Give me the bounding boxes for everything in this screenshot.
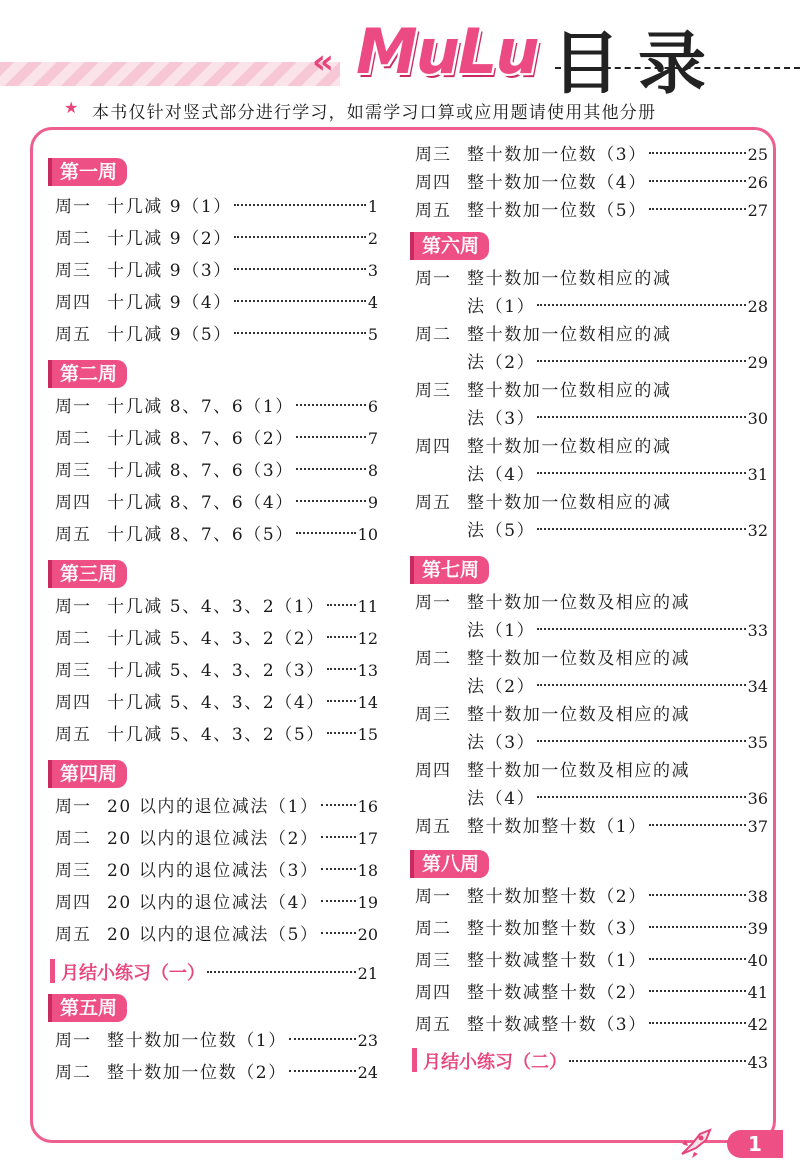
rocket-icon (678, 1128, 714, 1158)
entry-page: 33 (747, 621, 768, 640)
toc-entry[interactable] (55, 320, 378, 350)
entry-day: 周五 (415, 493, 451, 513)
toc-entry-line2[interactable] (467, 616, 768, 646)
entry-title: 20 以内的退位减法（2） (107, 829, 319, 849)
entry-page: 26 (747, 173, 768, 192)
entry-day: 周三 (55, 861, 91, 881)
entry-page: 34 (747, 677, 768, 696)
entry-day: 周五 (415, 201, 451, 221)
entry-title-cont: 法（2） (467, 677, 536, 697)
entry-page: 12 (357, 629, 378, 648)
entry-page: 36 (747, 789, 768, 808)
leader-dots (327, 700, 356, 702)
entry-title: 整十数加一位数（2） (107, 1063, 287, 1083)
monthly-title: 月结小练习（二） (423, 1052, 567, 1073)
entry-title: 整十数加一位数（5） (467, 201, 647, 221)
toc-entry[interactable] (415, 196, 768, 226)
entry-day: 周二 (55, 629, 91, 649)
leader-dots (649, 990, 746, 992)
toc-entry[interactable] (55, 824, 378, 854)
toc-entry[interactable] (55, 792, 378, 822)
entry-day: 周四 (415, 761, 451, 781)
entry-page: 20 (357, 925, 378, 944)
leader-dots (289, 1038, 356, 1040)
leader-dots (569, 1060, 746, 1062)
entry-title: 十几减 5、4、3、2（2） (107, 629, 325, 649)
entry-page: 35 (747, 733, 768, 752)
monthly-review-1[interactable] (50, 955, 378, 985)
leader-dots (649, 180, 746, 182)
entry-title-cont: 法（4） (467, 465, 536, 485)
entry-page: 24 (357, 1063, 378, 1082)
toc-entry[interactable] (415, 812, 768, 842)
entry-day: 周一 (55, 1031, 91, 1051)
entry-day: 周三 (415, 381, 451, 401)
leader-dots (234, 204, 366, 206)
entry-title-cont: 法（2） (467, 353, 536, 373)
entry-day: 周二 (55, 829, 91, 849)
entry-page: 27 (747, 201, 768, 220)
entry-page: 9 (367, 493, 378, 512)
entry-title: 十几减 5、4、3、2（3） (107, 661, 325, 681)
week-heading-5[interactable]: 第五周 (48, 994, 127, 1022)
entry-page: 42 (747, 1015, 768, 1034)
leader-dots (296, 500, 366, 502)
page-title: 目录 (552, 25, 725, 104)
entry-title-cont: 法（1） (467, 297, 536, 317)
toc-entry-line2[interactable] (467, 728, 768, 758)
leader-dots (321, 868, 356, 870)
entry-day: 周三 (415, 951, 451, 971)
monthly-title: 月结小练习（一） (61, 963, 205, 984)
entry-day: 周五 (55, 525, 91, 545)
leader-dots (649, 894, 746, 896)
leader-dots (234, 300, 366, 302)
toc-entry-line1[interactable] (415, 488, 768, 518)
week-heading-4[interactable]: 第四周 (48, 760, 127, 788)
toc-entry-line1[interactable] (415, 376, 768, 406)
toc-entry[interactable] (55, 720, 378, 750)
entry-day: 周一 (55, 197, 91, 217)
leader-dots (321, 900, 356, 902)
entry-page: 25 (747, 145, 768, 164)
entry-title: 整十数加一位数相应的减 (467, 437, 672, 457)
page-number: 1 (727, 1130, 783, 1158)
toc-entry[interactable] (415, 914, 768, 944)
entry-title: 整十数加一位数相应的减 (467, 493, 672, 513)
entry-page: 3 (367, 261, 378, 280)
leader-dots (649, 152, 746, 154)
leader-dots (289, 1070, 356, 1072)
week-heading-3[interactable]: 第三周 (48, 560, 127, 588)
leader-dots (537, 628, 745, 630)
entry-title-cont: 法（3） (467, 409, 536, 429)
entry-page: 31 (747, 465, 768, 484)
entry-title: 整十数加一位数及相应的减 (467, 705, 691, 725)
entry-day: 周一 (55, 597, 91, 617)
toc-entry[interactable] (55, 624, 378, 654)
toc-entry[interactable] (55, 488, 378, 518)
entry-title: 整十数加一位数及相应的减 (467, 649, 691, 669)
leader-dots (234, 236, 366, 238)
entry-page: 39 (747, 919, 768, 938)
toc-entry-line1[interactable] (415, 264, 768, 294)
entry-day: 周一 (415, 269, 451, 289)
leader-dots (537, 796, 745, 798)
entry-title: 十几减 5、4、3、2（4） (107, 693, 325, 713)
leader-dots (327, 732, 356, 734)
entry-page: 21 (357, 964, 378, 983)
double-chevron-icon: « (312, 42, 328, 82)
entry-day: 周四 (55, 693, 91, 713)
entry-page: 38 (747, 887, 768, 906)
entry-title: 十几减 8、7、6（1） (107, 397, 294, 417)
toc-entry-line2[interactable] (467, 348, 768, 378)
toc-entry[interactable] (55, 688, 378, 718)
toc-entry[interactable] (55, 392, 378, 422)
page-header (0, 0, 800, 104)
toc-entry[interactable] (55, 256, 378, 286)
entry-day: 周二 (415, 649, 451, 669)
entry-title: 整十数加一位数（1） (107, 1031, 287, 1051)
toc-entry-line2[interactable] (467, 404, 768, 434)
toc-entry-line1[interactable] (415, 588, 768, 618)
leader-dots (296, 468, 366, 470)
leader-dots (649, 958, 746, 960)
monthly-marker (412, 1048, 417, 1072)
entry-day: 周四 (415, 437, 451, 457)
leader-dots (537, 472, 745, 474)
toc-entry[interactable] (415, 168, 768, 198)
entry-page: 5 (367, 325, 378, 344)
notice-text: 本书仅针对竖式部分进行学习，如需学习口算或应用题请使用其他分册 (92, 103, 657, 123)
toc-entry[interactable] (415, 140, 768, 170)
entry-page: 41 (747, 983, 768, 1002)
entry-title-cont: 法（1） (467, 621, 536, 641)
leader-dots (537, 304, 745, 306)
leader-dots (296, 532, 356, 534)
entry-day: 周三 (415, 145, 451, 165)
leader-dots (207, 971, 356, 973)
leader-dots (537, 528, 745, 530)
entry-page: 43 (747, 1053, 768, 1072)
entry-title: 十几减 8、7、6（2） (107, 429, 294, 449)
leader-dots (327, 668, 356, 670)
entry-day: 周三 (55, 461, 91, 481)
week-heading-7[interactable]: 第七周 (410, 556, 489, 584)
entry-title: 整十数加一位数及相应的减 (467, 761, 691, 781)
toc-entry-line2[interactable] (467, 292, 768, 322)
entry-day: 周二 (415, 325, 451, 345)
toc-entry[interactable] (415, 1010, 768, 1040)
leader-dots (296, 436, 366, 438)
entry-page: 15 (357, 725, 378, 744)
entry-page: 37 (747, 817, 768, 836)
week-heading-2[interactable]: 第二周 (48, 360, 127, 388)
entry-page: 14 (357, 693, 378, 712)
entry-day: 周一 (415, 593, 451, 613)
entry-page: 23 (357, 1031, 378, 1050)
entry-title: 整十数加一位数及相应的减 (467, 593, 691, 613)
entry-day: 周四 (55, 893, 91, 913)
entry-title: 整十数加一位数相应的减 (467, 381, 672, 401)
toc-entry-line2[interactable] (467, 672, 768, 702)
entry-title: 20 以内的退位减法（5） (107, 925, 319, 945)
leader-dots (537, 684, 745, 686)
entry-day: 周三 (415, 705, 451, 725)
leader-dots (537, 416, 745, 418)
entry-day: 周二 (55, 229, 91, 249)
toc-entry[interactable] (55, 192, 378, 222)
entry-title: 整十数加一位数（4） (467, 173, 647, 193)
entry-title: 十几减 9（3） (107, 261, 232, 281)
toc-entry[interactable] (55, 520, 378, 550)
entry-page: 19 (357, 893, 378, 912)
toc-entry-line2[interactable] (467, 784, 768, 814)
entry-page: 8 (367, 461, 378, 480)
entry-page: 30 (747, 409, 768, 428)
header-stripe-band (0, 62, 340, 86)
entry-page: 40 (747, 951, 768, 970)
entry-page: 6 (367, 397, 378, 416)
leader-dots (327, 636, 356, 638)
entry-day: 周五 (55, 725, 91, 745)
entry-page: 1 (367, 197, 378, 216)
toc-entry[interactable] (415, 882, 768, 912)
leader-dots (649, 824, 746, 826)
entry-page: 17 (357, 829, 378, 848)
toc-entry[interactable] (55, 1058, 378, 1088)
entry-page: 16 (357, 797, 378, 816)
entry-day: 周五 (55, 925, 91, 945)
entry-title: 十几减 9（5） (107, 325, 232, 345)
toc-entry[interactable] (55, 424, 378, 454)
entry-day: 周一 (55, 797, 91, 817)
entry-page: 4 (367, 293, 378, 312)
entry-page: 10 (357, 525, 378, 544)
entry-day: 周三 (55, 261, 91, 281)
entry-title: 整十数加整十数（2） (467, 887, 647, 907)
toc-entry-line1[interactable] (415, 644, 768, 674)
toc-entry[interactable] (55, 888, 378, 918)
entry-title-cont: 法（5） (467, 521, 536, 541)
leader-dots (537, 360, 745, 362)
toc-entry[interactable] (55, 920, 378, 950)
leader-dots (321, 932, 356, 934)
entry-page: 28 (747, 297, 768, 316)
leader-dots (234, 268, 366, 270)
mulu-logo: MuLu (356, 15, 538, 88)
week-heading-1[interactable]: 第一周 (48, 158, 127, 186)
entry-day: 周二 (55, 429, 91, 449)
toc-entry[interactable] (55, 1026, 378, 1056)
entry-day: 周二 (55, 1063, 91, 1083)
entry-page: 13 (357, 661, 378, 680)
entry-title: 十几减 5、4、3、2（5） (107, 725, 325, 745)
entry-page: 32 (747, 521, 768, 540)
entry-title: 十几减 8、7、6（4） (107, 493, 294, 513)
leader-dots (296, 404, 366, 406)
toc-entry-line1[interactable] (415, 320, 768, 350)
entry-page: 2 (367, 229, 378, 248)
entry-day: 周四 (415, 983, 451, 1003)
leader-dots (649, 1022, 746, 1024)
entry-title: 十几减 8、7、6（3） (107, 461, 294, 481)
entry-title: 20 以内的退位减法（3） (107, 861, 319, 881)
toc-entry[interactable] (55, 656, 378, 686)
toc-entry-line2[interactable] (467, 460, 768, 490)
entry-day: 周五 (415, 817, 451, 837)
entry-title: 整十数减整十数（3） (467, 1015, 647, 1035)
monthly-review-2[interactable] (412, 1044, 768, 1074)
entry-day: 周三 (55, 661, 91, 681)
toc-entry[interactable] (55, 592, 378, 622)
entry-page: 7 (367, 429, 378, 448)
entry-title: 20 以内的退位减法（4） (107, 893, 319, 913)
entry-title: 整十数加一位数相应的减 (467, 269, 672, 289)
toc-entry[interactable] (55, 224, 378, 254)
toc-entry[interactable] (55, 288, 378, 318)
entry-day: 周二 (415, 919, 451, 939)
entry-title: 十几减 8、7、6（5） (107, 525, 294, 545)
entry-title-cont: 法（3） (467, 733, 536, 753)
entry-title: 整十数加一位数相应的减 (467, 325, 672, 345)
entry-day: 周四 (55, 493, 91, 513)
toc-entry[interactable] (415, 978, 768, 1008)
leader-dots (327, 604, 356, 606)
entry-day: 周一 (55, 397, 91, 417)
toc-entry-line1[interactable] (415, 700, 768, 730)
leader-dots (234, 332, 366, 334)
entry-title: 十几减 9（2） (107, 229, 232, 249)
entry-day: 周五 (55, 325, 91, 345)
entry-title-cont: 法（4） (467, 789, 536, 809)
entry-title: 整十数减整十数（1） (467, 951, 647, 971)
star-icon: ★ (64, 98, 79, 117)
entry-title: 十几减 9（1） (107, 197, 232, 217)
entry-title: 整十数减整十数（2） (467, 983, 647, 1003)
leader-dots (321, 836, 356, 838)
toc-entry-line1[interactable] (415, 432, 768, 462)
entry-page: 18 (357, 861, 378, 880)
entry-title: 整十数加一位数（3） (467, 145, 647, 165)
entry-page: 29 (747, 353, 768, 372)
entry-title: 整十数加整十数（3） (467, 919, 647, 939)
leader-dots (537, 740, 745, 742)
week-heading-6[interactable]: 第六周 (410, 232, 489, 260)
entry-day: 周一 (415, 887, 451, 907)
toc-entry-line2[interactable] (467, 516, 768, 546)
entry-title: 整十数加整十数（1） (467, 817, 647, 837)
toc-entry[interactable] (415, 946, 768, 976)
monthly-marker (50, 959, 55, 983)
leader-dots (321, 804, 356, 806)
entry-page: 11 (357, 597, 378, 616)
leader-dots (649, 208, 746, 210)
toc-entry[interactable] (55, 856, 378, 886)
toc-entry[interactable] (55, 456, 378, 486)
leader-dots (649, 926, 746, 928)
entry-day: 周五 (415, 1015, 451, 1035)
entry-title: 十几减 9（4） (107, 293, 232, 313)
entry-title: 十几减 5、4、3、2（1） (107, 597, 325, 617)
entry-title: 20 以内的退位减法（1） (107, 797, 319, 817)
entry-day: 周四 (415, 173, 451, 193)
entry-day: 周四 (55, 293, 91, 313)
toc-entry-line1[interactable] (415, 756, 768, 786)
week-heading-8[interactable]: 第八周 (410, 850, 489, 878)
